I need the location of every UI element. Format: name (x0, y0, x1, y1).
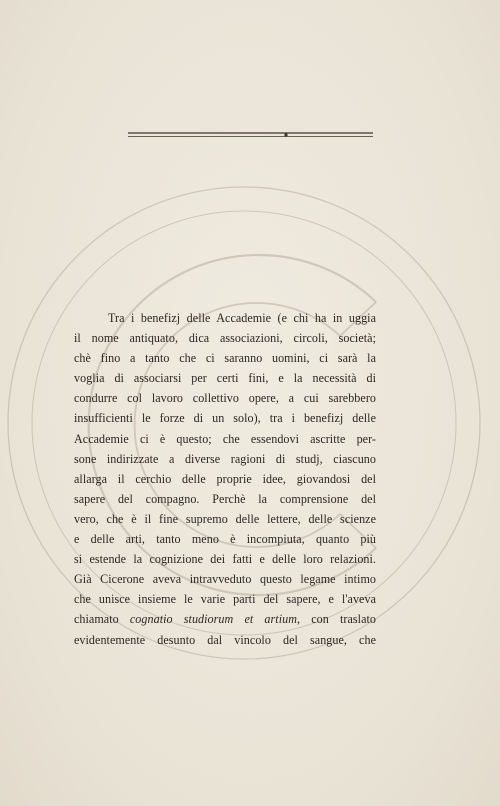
text-fragment: chiamato (74, 612, 130, 627)
text-line: vero, che è il fine supremo delle lettere, delle scienze (74, 511, 376, 526)
text-line: evidentemente desunto dal vincolo del sangue, che (74, 632, 376, 647)
latin-phrase: cognatio studiorum et artium (129, 612, 297, 627)
text-line: sone indirizzate a diverse ragioni di studj, ciascuno (74, 451, 376, 466)
text-line-with-italic (74, 609, 376, 629)
text-line: allarga il cerchio delle proprie idee, giovandosi del (74, 471, 376, 486)
text-line: si estende la cognizione dei fatti e delle loro relazioni. (74, 552, 376, 567)
text-line: sapere del compagno. Perchè la comprensione del (74, 491, 376, 506)
text-line: chè fino a tanto che ci saranno uomini, ci sarà la (74, 351, 376, 366)
body-paragraph (74, 308, 376, 650)
text-line: voglia di associarsi per certi fini, e la necessità di (74, 371, 376, 386)
text-line: insufficienti le forze di un solo), tra i benefizj delle (74, 411, 376, 426)
text-line: che unisce insieme le varie parti del sapere, e l'aveva (74, 592, 376, 607)
text-line: Già Cicerone aveva intravveduto questo legame intimo (74, 572, 376, 587)
text-line: Accademie ci è questo; che essendovi ascritte per- (74, 431, 376, 446)
text-fragment: , con traslato (296, 612, 376, 627)
ornamental-rule (128, 130, 373, 140)
text-line: Tra i benefizj delle Accademie (e chi ha in uggia (108, 311, 376, 325)
text-line: e delle arti, tanto meno è incompiuta, quanto più (74, 532, 376, 547)
text-line: il nome antiquato, dica associazioni, circoli, società; (74, 331, 376, 346)
text-line: condurre col lavoro collettivo opere, a cui sarebbero (74, 391, 376, 406)
